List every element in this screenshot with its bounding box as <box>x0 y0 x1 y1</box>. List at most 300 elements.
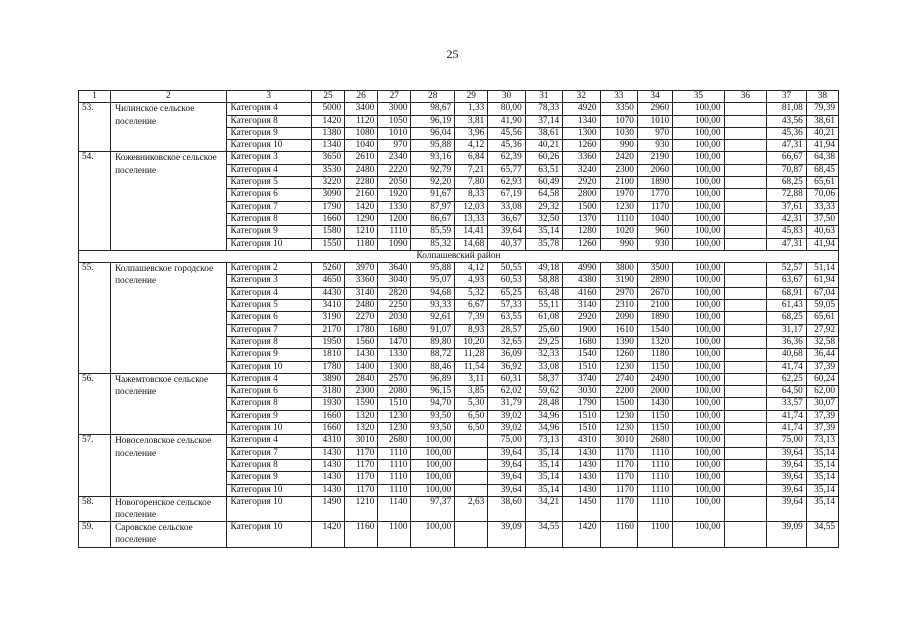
value-cell: 33,57 <box>767 398 807 410</box>
category-cell: Категория 10 <box>226 140 312 152</box>
table-row <box>79 263 839 275</box>
value-cell: 100,00 <box>673 447 724 459</box>
value-cell: 1430 <box>312 484 345 496</box>
value-cell: 100,00 <box>673 398 724 410</box>
value-cell <box>724 300 767 312</box>
data-table <box>78 90 839 548</box>
value-cell: 1430 <box>312 472 345 484</box>
value-cell: 1890 <box>637 312 672 324</box>
value-cell: 47,31 <box>767 140 807 152</box>
value-cell: 47,31 <box>767 238 807 250</box>
value-cell: 1680 <box>378 324 411 336</box>
value-cell: 92,79 <box>411 164 455 176</box>
value-cell: 1770 <box>637 189 672 201</box>
value-cell: 79,39 <box>806 103 838 115</box>
value-cell: 3190 <box>312 312 345 324</box>
value-cell: 1150 <box>637 361 672 373</box>
value-cell: 4310 <box>312 435 345 447</box>
value-cell: 2280 <box>345 177 378 189</box>
value-cell: 1930 <box>312 398 345 410</box>
value-cell: 2100 <box>637 300 672 312</box>
value-cell: 3,85 <box>455 386 488 398</box>
value-cell: 43,56 <box>767 115 807 127</box>
value-cell: 2970 <box>600 287 637 299</box>
value-cell: 1110 <box>637 496 672 521</box>
value-cell: 40,68 <box>767 349 807 361</box>
value-cell: 2820 <box>378 287 411 299</box>
value-cell: 100,00 <box>411 435 455 447</box>
value-cell: 100,00 <box>673 152 724 164</box>
row-number-cell: 57. <box>79 435 111 496</box>
row-number-cell: 55. <box>79 263 111 374</box>
value-cell: 97,37 <box>411 496 455 521</box>
value-cell: 65,61 <box>806 177 838 189</box>
row-number-cell: 59. <box>79 522 111 547</box>
value-cell: 38,60 <box>488 496 525 521</box>
value-cell: 87,97 <box>411 201 455 213</box>
value-cell: 50,55 <box>488 263 525 275</box>
category-cell: Категория 8 <box>226 115 312 127</box>
value-cell: 96,04 <box>411 127 455 139</box>
value-cell: 2740 <box>600 373 637 385</box>
value-cell: 1110 <box>637 447 672 459</box>
value-cell <box>724 410 767 422</box>
value-cell: 93,50 <box>411 410 455 422</box>
value-cell: 1020 <box>600 226 637 238</box>
value-cell: 100,00 <box>673 177 724 189</box>
value-cell: 1430 <box>312 447 345 459</box>
category-cell: Категория 7 <box>226 447 312 459</box>
value-cell: 1970 <box>600 189 637 201</box>
value-cell: 1780 <box>345 324 378 336</box>
value-cell: 100,00 <box>673 312 724 324</box>
value-cell: 2890 <box>637 275 672 287</box>
value-cell: 3090 <box>312 189 345 201</box>
row-number-cell: 56. <box>79 373 111 434</box>
value-cell: 61,08 <box>525 312 562 324</box>
value-cell: 3180 <box>312 386 345 398</box>
settlement-name-cell: Чажемтовское сельское поселение <box>111 373 226 434</box>
value-cell: 2160 <box>345 189 378 201</box>
value-cell: 1660 <box>312 423 345 435</box>
category-cell: Категория 9 <box>226 226 312 238</box>
value-cell: 28,57 <box>488 324 525 336</box>
value-cell: 990 <box>600 238 637 250</box>
value-cell: 35,14 <box>525 484 562 496</box>
column-number-cell: 33 <box>600 91 637 103</box>
value-cell: 1370 <box>563 213 600 225</box>
value-cell: 1780 <box>312 361 345 373</box>
value-cell <box>724 324 767 336</box>
value-cell: 39,64 <box>767 496 807 521</box>
value-cell: 1110 <box>637 472 672 484</box>
row-number-cell: 53. <box>79 103 111 152</box>
value-cell: 67,19 <box>488 189 525 201</box>
column-number-cell: 27 <box>378 91 411 103</box>
value-cell: 1110 <box>378 459 411 471</box>
value-cell: 1110 <box>600 213 637 225</box>
value-cell: 2310 <box>600 300 637 312</box>
value-cell: 58,88 <box>525 275 562 287</box>
value-cell: 58,37 <box>525 373 562 385</box>
value-cell: 31,17 <box>767 324 807 336</box>
value-cell: 1450 <box>563 496 600 521</box>
value-cell: 86,67 <box>411 213 455 225</box>
value-cell: 1680 <box>563 336 600 348</box>
value-cell: 7,39 <box>455 312 488 324</box>
value-cell: 100,00 <box>673 349 724 361</box>
value-cell: 1340 <box>563 115 600 127</box>
value-cell: 2,63 <box>455 496 488 521</box>
value-cell: 14,41 <box>455 226 488 238</box>
value-cell <box>724 127 767 139</box>
value-cell: 100,00 <box>673 189 724 201</box>
value-cell <box>724 373 767 385</box>
value-cell: 1210 <box>345 226 378 238</box>
value-cell: 1180 <box>345 238 378 250</box>
value-cell: 6,50 <box>455 423 488 435</box>
value-cell: 2680 <box>378 435 411 447</box>
value-cell: 3030 <box>563 386 600 398</box>
value-cell: 100,00 <box>673 410 724 422</box>
value-cell: 38,61 <box>525 127 562 139</box>
value-cell: 1150 <box>637 423 672 435</box>
value-cell: 100,00 <box>673 373 724 385</box>
value-cell <box>724 349 767 361</box>
value-cell: 7,21 <box>455 164 488 176</box>
category-cell: Категория 6 <box>226 386 312 398</box>
value-cell: 100,00 <box>673 263 724 275</box>
value-cell: 41,94 <box>806 140 838 152</box>
table-row <box>79 103 839 115</box>
value-cell: 4,12 <box>455 263 488 275</box>
value-cell: 35,14 <box>525 447 562 459</box>
value-cell: 40,21 <box>525 140 562 152</box>
value-cell: 1160 <box>345 522 378 547</box>
value-cell: 40,37 <box>488 238 525 250</box>
value-cell: 41,94 <box>806 238 838 250</box>
value-cell: 1430 <box>345 349 378 361</box>
value-cell: 78,33 <box>525 103 562 115</box>
value-cell: 4,93 <box>455 275 488 287</box>
value-cell: 100,00 <box>673 103 724 115</box>
value-cell: 5,30 <box>455 398 488 410</box>
category-cell: Категория 8 <box>226 398 312 410</box>
value-cell: 64,58 <box>525 189 562 201</box>
value-cell: 89,80 <box>411 336 455 348</box>
value-cell: 3500 <box>637 263 672 275</box>
value-cell: 3,96 <box>455 127 488 139</box>
value-cell: 28,48 <box>525 398 562 410</box>
value-cell: 3640 <box>378 263 411 275</box>
region-heading-cell: Колпашевский район <box>79 250 839 262</box>
value-cell: 34,96 <box>525 410 562 422</box>
value-cell: 2080 <box>378 386 411 398</box>
category-cell: Категория 8 <box>226 213 312 225</box>
value-cell: 39,64 <box>767 484 807 496</box>
table-row <box>79 373 839 385</box>
value-cell: 2480 <box>345 164 378 176</box>
value-cell: 3970 <box>345 263 378 275</box>
value-cell: 6,50 <box>455 410 488 422</box>
value-cell: 2840 <box>345 373 378 385</box>
value-cell: 3010 <box>345 435 378 447</box>
value-cell: 35,14 <box>806 496 838 521</box>
value-cell: 1500 <box>563 201 600 213</box>
value-cell: 1230 <box>600 361 637 373</box>
value-cell: 92,20 <box>411 177 455 189</box>
value-cell: 39,64 <box>488 472 525 484</box>
value-cell <box>724 435 767 447</box>
value-cell: 100,00 <box>673 423 724 435</box>
value-cell: 1950 <box>312 336 345 348</box>
value-cell: 37,39 <box>806 410 838 422</box>
value-cell: 100,00 <box>673 275 724 287</box>
value-cell: 3000 <box>378 103 411 115</box>
column-number-cell: 28 <box>411 91 455 103</box>
value-cell: 93,33 <box>411 300 455 312</box>
value-cell: 3240 <box>563 164 600 176</box>
value-cell: 1170 <box>345 447 378 459</box>
value-cell: 27,92 <box>806 324 838 336</box>
value-cell: 49,18 <box>525 263 562 275</box>
value-cell: 85,32 <box>411 238 455 250</box>
value-cell: 3740 <box>563 373 600 385</box>
value-cell: 1900 <box>563 324 600 336</box>
value-cell: 1090 <box>378 238 411 250</box>
value-cell: 62,93 <box>488 177 525 189</box>
value-cell: 2490 <box>637 373 672 385</box>
value-cell <box>724 361 767 373</box>
value-cell <box>724 472 767 484</box>
value-cell: 41,74 <box>767 423 807 435</box>
value-cell: 68,91 <box>767 287 807 299</box>
settlement-name-cell: Колпашевское городское поселение <box>111 263 226 374</box>
value-cell: 1420 <box>312 115 345 127</box>
value-cell: 1,33 <box>455 103 488 115</box>
category-cell: Категория 9 <box>226 127 312 139</box>
value-cell: 1430 <box>563 459 600 471</box>
value-cell: 100,00 <box>673 459 724 471</box>
value-cell <box>724 213 767 225</box>
value-cell: 95,88 <box>411 263 455 275</box>
table-row <box>79 435 839 447</box>
value-cell: 1280 <box>563 226 600 238</box>
category-cell: Категория 6 <box>226 189 312 201</box>
settlement-name-cell: Чилинское сельское поселение <box>111 103 226 152</box>
value-cell: 1260 <box>563 140 600 152</box>
value-cell: 1230 <box>378 423 411 435</box>
value-cell: 68,45 <box>806 164 838 176</box>
value-cell: 1340 <box>312 140 345 152</box>
category-cell: Категория 4 <box>226 287 312 299</box>
value-cell: 3010 <box>600 435 637 447</box>
value-cell: 1320 <box>345 410 378 422</box>
value-cell: 100,00 <box>411 459 455 471</box>
value-cell: 3360 <box>563 152 600 164</box>
value-cell: 62,00 <box>806 386 838 398</box>
value-cell: 1170 <box>600 447 637 459</box>
value-cell: 2480 <box>345 300 378 312</box>
value-cell <box>455 447 488 459</box>
value-cell: 100,00 <box>673 300 724 312</box>
value-cell: 990 <box>600 140 637 152</box>
value-cell: 41,90 <box>488 115 525 127</box>
value-cell: 39,09 <box>767 522 807 547</box>
value-cell: 1500 <box>600 398 637 410</box>
value-cell: 1050 <box>378 115 411 127</box>
value-cell: 1230 <box>600 410 637 422</box>
value-cell: 8,33 <box>455 189 488 201</box>
value-cell: 1170 <box>345 472 378 484</box>
value-cell: 95,88 <box>411 140 455 152</box>
category-cell: Категория 6 <box>226 312 312 324</box>
value-cell: 3,81 <box>455 115 488 127</box>
value-cell: 10,20 <box>455 336 488 348</box>
column-number-row <box>79 91 839 103</box>
value-cell <box>724 201 767 213</box>
value-cell: 1470 <box>378 336 411 348</box>
value-cell: 11,28 <box>455 349 488 361</box>
value-cell: 6,67 <box>455 300 488 312</box>
value-cell: 91,07 <box>411 324 455 336</box>
value-cell <box>724 164 767 176</box>
value-cell: 100,00 <box>673 140 724 152</box>
value-cell: 3890 <box>312 373 345 385</box>
category-cell: Категория 4 <box>226 373 312 385</box>
value-cell: 3140 <box>345 287 378 299</box>
value-cell: 96,89 <box>411 373 455 385</box>
column-number-cell: 1 <box>79 91 111 103</box>
value-cell: 930 <box>637 238 672 250</box>
value-cell: 70,87 <box>767 164 807 176</box>
value-cell: 100,00 <box>673 522 724 547</box>
value-cell: 2680 <box>637 435 672 447</box>
value-cell: 100,00 <box>411 472 455 484</box>
value-cell: 63,55 <box>488 312 525 324</box>
value-cell: 94,68 <box>411 287 455 299</box>
value-cell: 30,07 <box>806 398 838 410</box>
value-cell: 37,39 <box>806 423 838 435</box>
value-cell <box>724 496 767 521</box>
value-cell: 1810 <box>312 349 345 361</box>
value-cell: 100,00 <box>673 386 724 398</box>
value-cell: 61,43 <box>767 300 807 312</box>
value-cell: 100,00 <box>673 226 724 238</box>
value-cell: 51,14 <box>806 263 838 275</box>
value-cell <box>724 447 767 459</box>
table-row <box>79 522 839 547</box>
value-cell: 63,48 <box>525 287 562 299</box>
value-cell: 1140 <box>378 496 411 521</box>
category-cell: Категория 9 <box>226 349 312 361</box>
value-cell: 2190 <box>637 152 672 164</box>
value-cell: 57,33 <box>488 300 525 312</box>
value-cell: 92,61 <box>411 312 455 324</box>
value-cell: 1030 <box>600 127 637 139</box>
value-cell: 7,80 <box>455 177 488 189</box>
value-cell: 34,55 <box>806 522 838 547</box>
value-cell: 1110 <box>378 226 411 238</box>
value-cell <box>724 336 767 348</box>
value-cell: 1430 <box>637 398 672 410</box>
value-cell <box>724 263 767 275</box>
category-cell: Категория 10 <box>226 484 312 496</box>
value-cell <box>724 287 767 299</box>
category-cell: Категория 2 <box>226 263 312 275</box>
value-cell: 41,74 <box>767 410 807 422</box>
value-cell: 1890 <box>637 177 672 189</box>
value-cell: 100,00 <box>673 496 724 521</box>
value-cell: 1430 <box>563 484 600 496</box>
value-cell <box>724 398 767 410</box>
value-cell: 1510 <box>563 410 600 422</box>
value-cell: 5,32 <box>455 287 488 299</box>
region-row <box>79 250 839 262</box>
value-cell: 98,67 <box>411 103 455 115</box>
value-cell: 1230 <box>378 410 411 422</box>
value-cell: 61,94 <box>806 275 838 287</box>
value-cell: 2300 <box>600 164 637 176</box>
value-cell: 1540 <box>563 349 600 361</box>
value-cell: 2050 <box>378 177 411 189</box>
column-number-cell: 35 <box>673 91 724 103</box>
page-number: 25 <box>446 47 459 61</box>
value-cell: 39,64 <box>767 459 807 471</box>
value-cell: 2670 <box>637 287 672 299</box>
category-cell: Категория 10 <box>226 361 312 373</box>
value-cell: 100,00 <box>673 336 724 348</box>
value-cell: 60,31 <box>488 373 525 385</box>
value-cell: 4990 <box>563 263 600 275</box>
value-cell: 100,00 <box>673 324 724 336</box>
value-cell: 33,08 <box>525 361 562 373</box>
settlement-name-cell: Новогоренское сельское поселение <box>111 496 226 521</box>
value-cell: 5260 <box>312 263 345 275</box>
value-cell: 1430 <box>312 459 345 471</box>
value-cell: 42,31 <box>767 213 807 225</box>
value-cell: 4650 <box>312 275 345 287</box>
value-cell: 36,44 <box>806 349 838 361</box>
column-number-cell: 25 <box>312 91 345 103</box>
value-cell: 64,38 <box>806 152 838 164</box>
value-cell: 3040 <box>378 275 411 287</box>
value-cell: 39,64 <box>767 447 807 459</box>
value-cell: 59,05 <box>806 300 838 312</box>
value-cell: 91,67 <box>411 189 455 201</box>
value-cell: 1070 <box>600 115 637 127</box>
column-number-cell: 31 <box>525 91 562 103</box>
value-cell: 45,36 <box>488 140 525 152</box>
value-cell: 45,56 <box>488 127 525 139</box>
value-cell: 1120 <box>345 115 378 127</box>
value-cell: 1550 <box>312 238 345 250</box>
value-cell: 62,39 <box>488 152 525 164</box>
value-cell <box>724 115 767 127</box>
value-cell: 88,46 <box>411 361 455 373</box>
value-cell: 45,36 <box>767 127 807 139</box>
value-cell: 1330 <box>378 201 411 213</box>
value-cell: 3800 <box>600 263 637 275</box>
value-cell: 2250 <box>378 300 411 312</box>
category-cell: Категория 9 <box>226 410 312 422</box>
value-cell: 1540 <box>637 324 672 336</box>
value-cell: 2170 <box>312 324 345 336</box>
category-cell: Категория 10 <box>226 496 312 521</box>
value-cell: 3650 <box>312 152 345 164</box>
value-cell: 59,62 <box>525 386 562 398</box>
value-cell: 1510 <box>563 361 600 373</box>
